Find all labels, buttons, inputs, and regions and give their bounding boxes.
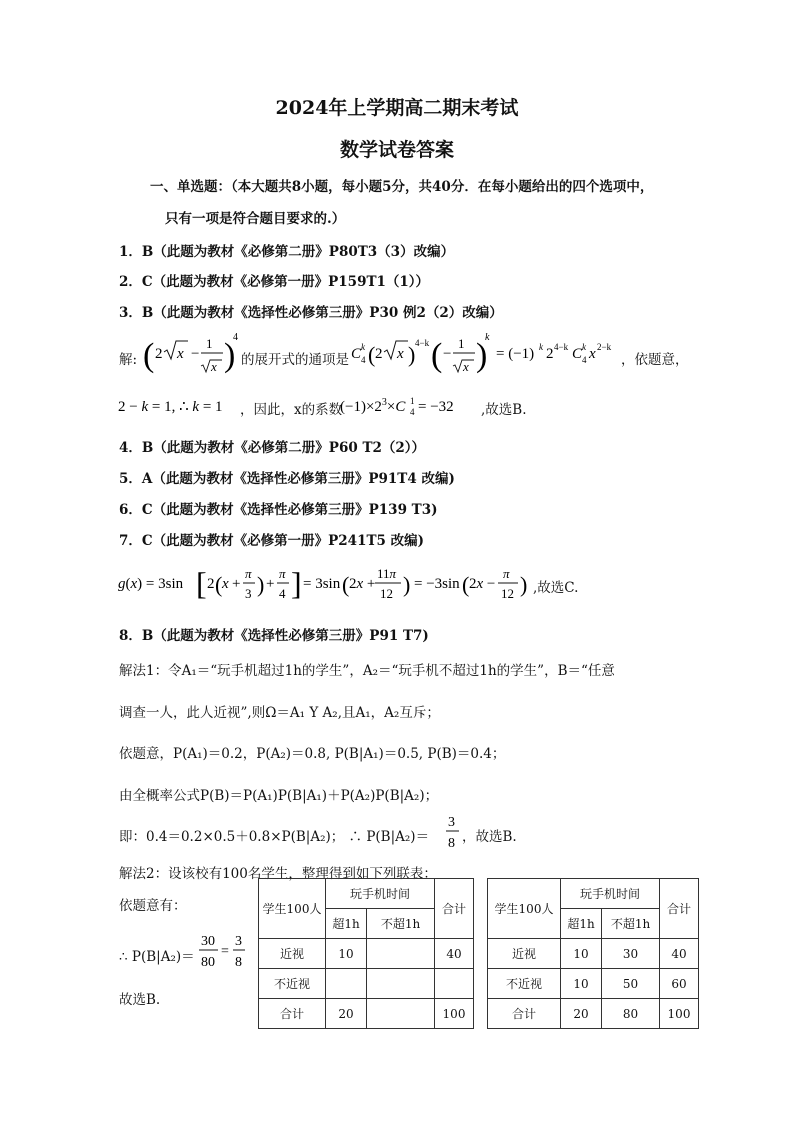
answer-6: 6．C（此题为教材《选择性必修第三册》P139 T3)	[119, 502, 438, 518]
svg-text:8: 8	[235, 955, 242, 970]
page-title: 2024年上学期高二期末考试	[275, 97, 519, 119]
svg-text:−: −	[191, 346, 200, 362]
svg-text:=: =	[221, 944, 229, 959]
svg-text:3: 3	[235, 934, 242, 949]
q7-formula	[118, 558, 550, 608]
svg-text:): )	[520, 572, 528, 597]
table-cell: 10	[561, 969, 602, 999]
svg-text:k: k	[485, 332, 490, 343]
svg-text:= −32: = −32	[418, 399, 454, 415]
answer-2: 2．C（此题为教材《必修第一册》P159T1（1））	[119, 274, 430, 290]
svg-text:]: ]	[291, 565, 302, 601]
svg-text:(: (	[342, 572, 350, 597]
answer-8: 8．B（此题为教材《选择性必修第三册》P91 T7)	[119, 628, 429, 644]
svg-text:(: (	[215, 572, 223, 597]
svg-text:+: +	[266, 576, 275, 592]
table-row	[488, 969, 699, 999]
q3-solution-end: ，依题意，	[621, 352, 689, 368]
q8-method1-line4: 由全概率公式P(B)＝P(A₁)P(B|A₁)＋P(A₂)P(B|A₂)；	[119, 788, 439, 804]
svg-text:(: (	[431, 337, 443, 374]
table-cell: 不近视	[259, 969, 326, 999]
svg-text:π: π	[279, 566, 286, 581]
svg-text:4−k: 4−k	[415, 338, 430, 348]
q3-line2-end: ,故选B.	[481, 402, 527, 418]
answer-1: 1．B（此题为教材《必修第二册》P80T3（3）改编）	[119, 244, 455, 260]
svg-text:1: 1	[410, 396, 415, 406]
svg-text:= 3sin: = 3sin	[303, 576, 341, 592]
table-cell	[367, 939, 435, 969]
svg-text:): )	[408, 342, 416, 367]
svg-text:(: (	[368, 342, 376, 367]
table-row	[259, 969, 474, 999]
table-row	[259, 939, 474, 969]
answer-3: 3．B（此题为教材《选择性必修第三册》P30 例2（2）改编）	[119, 305, 503, 321]
svg-text:C: C	[572, 346, 583, 362]
table-cell	[435, 969, 474, 999]
q8-method2-given: 依题意有：	[119, 898, 187, 914]
q8-method1-line5: 即：0.4＝0.2×0.5＋0.8×P(B|A₂)； ∴ P(B|A₂)＝	[119, 829, 430, 845]
q8-method1-end: ，故选B.	[462, 829, 517, 845]
svg-text:2: 2	[155, 346, 163, 362]
svg-text:4: 4	[410, 407, 415, 417]
svg-text:4−k: 4−k	[554, 342, 569, 352]
svg-text:k: k	[539, 342, 543, 352]
table-group-header: 玩手机时间	[561, 879, 660, 909]
svg-text:1: 1	[206, 336, 213, 351]
table-subheader: 超1h	[326, 909, 367, 939]
table-cell: 近视	[259, 939, 326, 969]
table-cell: 40	[435, 939, 474, 969]
table-cell: 100	[660, 999, 699, 1029]
table-cell: 50	[602, 969, 660, 999]
svg-text:(−1)×23×C: $(-1)\times 2^3\times C$	[340, 397, 406, 415]
svg-text:(: (	[143, 337, 155, 374]
table-cell: 40	[660, 939, 699, 969]
svg-text:π: π	[245, 566, 252, 581]
q3-line2-text: ，因此，x的系数	[240, 402, 343, 418]
q8-method2-therefore: ∴ P(B|A₂)＝	[119, 949, 195, 965]
svg-text:k: k	[582, 342, 586, 352]
svg-text:= −3sin: = −3sin	[414, 576, 460, 592]
section-heading-cont: 只有一项是符合题目要求的.）	[165, 211, 346, 227]
svg-text:2x +: 2x +	[349, 576, 376, 592]
svg-text:= (−1): = (−1)	[496, 346, 535, 362]
answer-4: 4．B（此题为教材《必修第二册》P60 T2（2））	[119, 440, 426, 456]
table-cell: 10	[561, 939, 602, 969]
table-row	[259, 999, 474, 1029]
table-cell: 不近视	[488, 969, 561, 999]
svg-text:): )	[403, 572, 411, 597]
table-corner: 学生100人	[259, 879, 326, 939]
q3-binomial-formula	[143, 328, 240, 382]
answer-5: 5．A（此题为教材《选择性必修第三册》P91T4 改编)	[119, 471, 455, 487]
svg-text:k: k	[361, 342, 365, 352]
table-cell: 20	[326, 999, 367, 1029]
table-total-header: 合计	[435, 879, 474, 939]
svg-text:11π: 11π	[377, 566, 397, 581]
svg-text:x: x	[222, 576, 229, 592]
q8-method1-line3: 依题意，P(A₁)＝0.2，P(A₂)＝0.8, P(B|A₁)＝0.5, P(B)＝0.4；	[119, 746, 506, 762]
svg-text:4: 4	[233, 332, 238, 343]
svg-text:2 − k = 1, ∴ k = 1: 2 − k = 1, ∴ k = 1	[118, 399, 223, 415]
contingency-table-partial	[258, 878, 474, 1029]
q8-method1-line2: 调查一人，此人近视”,则Ω＝A₁ Y A₂,且A₁，A₂互斥；	[119, 705, 440, 721]
svg-text:x: x	[463, 359, 469, 374]
table-corner: 学生100人	[488, 879, 561, 939]
q3-general-term	[351, 328, 621, 382]
svg-text:(: (	[462, 572, 470, 597]
svg-text:12: 12	[501, 586, 514, 601]
table-group-header: 玩手机时间	[326, 879, 435, 909]
q8-method2-line1: 解法2：设该校有100名学生，整理得到如下列联表：	[119, 866, 437, 882]
table-cell: 10	[326, 939, 367, 969]
q3-solution-mid: 的展开式的通项是	[241, 352, 349, 368]
table-cell: 100	[435, 999, 474, 1029]
svg-text:4: 4	[361, 355, 366, 365]
table-cell: 合计	[259, 999, 326, 1029]
svg-text:1: 1	[458, 336, 465, 351]
table-subheader: 不超1h	[367, 909, 435, 939]
table-subheader: 不超1h	[602, 909, 660, 939]
svg-text:2x −: 2x −	[469, 576, 496, 592]
svg-text:3: 3	[245, 586, 252, 601]
q8-method2-end: 故选B.	[119, 992, 161, 1008]
svg-text:2−k: 2−k	[597, 342, 612, 352]
svg-text:80: 80	[201, 955, 215, 970]
table-total-header: 合计	[660, 879, 699, 939]
table-subheader: 超1h	[561, 909, 602, 939]
svg-text:[: [	[196, 565, 207, 601]
q3-solution-prefix: 解:	[119, 352, 138, 368]
svg-text:+: +	[232, 576, 241, 592]
q7-end: ,故选C.	[533, 580, 579, 596]
svg-text:2: 2	[375, 346, 383, 362]
q8-method1-line1: 解法1：令A₁＝“玩手机超过1h的学生”，A₂＝“玩手机不超过1h的学生”，B＝“任意	[119, 663, 615, 679]
section-heading: 一、单选题：（本大题共8小题，每小题5分，共40分．在每小题给出的四个选项中，	[150, 179, 654, 195]
svg-text:): )	[476, 337, 488, 374]
table-cell: 合计	[488, 999, 561, 1029]
table-cell: 近视	[488, 939, 561, 969]
q8-fraction-30-80	[198, 930, 250, 974]
svg-text:2: 2	[546, 346, 554, 362]
q3-k-formula	[118, 394, 240, 418]
table-cell: 60	[660, 969, 699, 999]
table-cell	[367, 999, 435, 1029]
table-cell	[367, 969, 435, 999]
table-cell	[326, 969, 367, 999]
page-subtitle: 数学试卷答案	[339, 139, 454, 161]
svg-text:x: x	[397, 346, 404, 362]
q3-coefficient-formula	[340, 394, 500, 418]
table-row	[488, 999, 699, 1029]
svg-text:): )	[257, 572, 265, 597]
svg-text:12: 12	[380, 586, 393, 601]
svg-text:4: 4	[279, 586, 286, 601]
answer-7: 7．C（此题为教材《必修第一册》P241T5 改编)	[119, 533, 424, 549]
q8-fraction-3-8	[445, 812, 461, 854]
svg-text:x: x	[211, 359, 217, 374]
svg-text:g(x) = 3sin: g(x) = 3sin	[118, 576, 184, 592]
svg-text:−: −	[443, 346, 452, 362]
svg-text:x: x	[589, 346, 596, 362]
svg-text:): )	[224, 337, 236, 374]
table-row	[488, 939, 699, 969]
svg-text:x: x	[177, 346, 184, 362]
svg-text:30: 30	[201, 934, 215, 949]
contingency-table-complete	[487, 878, 699, 1029]
table-cell: 80	[602, 999, 660, 1029]
svg-text:3: 3	[448, 815, 455, 830]
table-cell: 20	[561, 999, 602, 1029]
svg-text:π: π	[503, 566, 510, 581]
svg-text:2: 2	[207, 576, 215, 592]
svg-text:C: C	[351, 346, 362, 362]
svg-text:8: 8	[448, 836, 455, 851]
svg-text:4: 4	[582, 355, 587, 365]
table-cell: 30	[602, 939, 660, 969]
